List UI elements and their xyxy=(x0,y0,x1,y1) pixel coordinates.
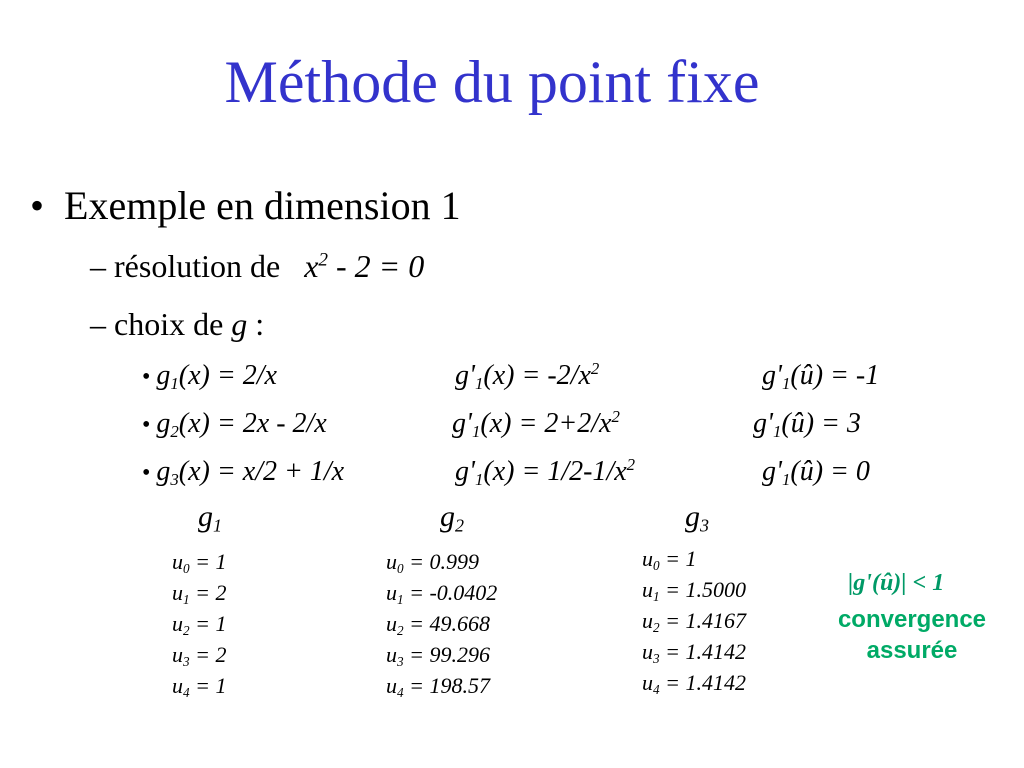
column-header-subscript: 3 xyxy=(700,515,709,536)
index: 4 xyxy=(183,684,190,700)
index: 4 xyxy=(397,684,404,700)
function-row-3: • $g_3(x) = x/2 + 1/x$ xyxy=(142,456,345,490)
index: 3 xyxy=(183,653,190,669)
column-header-g3: $g_3$ xyxy=(685,500,709,536)
slide-title: Méthode du point fixe xyxy=(224,49,760,115)
sequence-column-g2 xyxy=(386,546,497,701)
equation-base: x xyxy=(304,248,319,284)
sequence-row: $u_2 = 1$ xyxy=(172,611,227,638)
choice-label: – choix de xyxy=(90,306,232,342)
sub-bullet-resolution xyxy=(90,248,424,285)
sequence-row: $u_1 = -0.0402$ xyxy=(386,580,498,607)
index: 1 xyxy=(183,591,190,607)
convergence-text: convergence assurée xyxy=(837,606,987,664)
g-definition: (x) = 2x - 2/x xyxy=(178,408,327,439)
value: = 1.4142 xyxy=(659,639,746,664)
index: 0 xyxy=(183,560,190,576)
derivative-subscript: 1 xyxy=(475,470,484,490)
g-definition: (x) = x/2 + 1/x xyxy=(178,456,345,487)
value: = 2 xyxy=(189,580,227,605)
resolution-label: – résolution de xyxy=(90,248,281,284)
value-subscript: 1 xyxy=(782,470,791,490)
g-definition: (x) = 2/x xyxy=(178,360,277,391)
sequence-row: $u_2 = 1.4167$ xyxy=(642,608,746,635)
value: = 1 xyxy=(189,673,227,698)
value: = 198.57 xyxy=(403,673,490,698)
derivative-exponent: 2 xyxy=(626,454,636,474)
column-header-subscript: 2 xyxy=(455,515,464,536)
bullet-dot: • xyxy=(142,412,157,438)
derivative-1: $g'_1(x) = -2/x^2$ xyxy=(455,358,600,394)
sequence-row: $u_3 = 99.296$ xyxy=(386,642,490,669)
derivative-definition: (x) = -2/x xyxy=(483,360,591,391)
function-row-2: • $g_2(x) = 2x - 2/x$ xyxy=(142,408,327,442)
choice-var: g xyxy=(231,306,248,342)
derivative-2: $g'_1(x) = 2+2/x^2$ xyxy=(452,406,620,442)
index: 3 xyxy=(653,650,660,666)
bullet-dot: • xyxy=(142,364,157,390)
index: 4 xyxy=(653,681,660,697)
derivative-definition: (x) = 1/2-1/x xyxy=(483,456,627,487)
bullet-main-text: Exemple en dimension 1 xyxy=(64,183,461,228)
g-subscript: 2 xyxy=(170,422,179,442)
value-definition: (û) = 0 xyxy=(790,456,870,487)
derivative-exponent: 2 xyxy=(590,358,600,378)
value: = 1.5000 xyxy=(659,577,746,602)
derivative-3: $g'_1(x) = 1/2-1/x^2$ xyxy=(455,454,636,490)
value-subscript: 1 xyxy=(773,422,782,442)
index: 0 xyxy=(653,557,660,573)
derivative-value-3: $g'_1(û) = 0$ xyxy=(762,456,870,490)
index: 2 xyxy=(183,622,190,638)
value: = 1 xyxy=(189,611,227,636)
index: 2 xyxy=(653,619,660,635)
derivative-exponent: 2 xyxy=(611,406,620,426)
value: = 99.296 xyxy=(403,642,490,667)
index: 1 xyxy=(653,588,660,604)
column-header-subscript: 1 xyxy=(213,515,222,536)
index: 3 xyxy=(397,653,404,669)
choice-suffix: : xyxy=(247,306,265,342)
g-subscript: 3 xyxy=(170,470,179,490)
index: 0 xyxy=(397,560,404,576)
derivative-value-2: $g'_1(û) = 3$ xyxy=(753,408,861,442)
sequence-row: $u_3 = 1.4142$ xyxy=(642,639,746,666)
g-subscript: 1 xyxy=(170,374,179,394)
derivative-value-1: $g'_1(û) = -1$ xyxy=(762,360,880,394)
value-subscript: 1 xyxy=(782,374,791,394)
sequence-row: $u_0 = 0.999$ xyxy=(386,549,479,576)
value-definition: (û) = 3 xyxy=(781,408,861,439)
index: 2 xyxy=(397,622,404,638)
sequence-row: $u_4 = 1$ xyxy=(172,673,227,700)
convergence-condition: |g'(û)| < 1 xyxy=(848,570,945,596)
equation-exponent: 2 xyxy=(318,249,328,271)
sequence-row: $u_3 = 2$ xyxy=(172,642,227,669)
function-row-1: • $g_1(x) = 2/x$ xyxy=(142,360,277,394)
value: = 1 xyxy=(189,549,227,574)
sequence-row: $u_0 = 1$ xyxy=(172,549,227,576)
sequence-row: $u_4 = 1.4142$ xyxy=(642,670,746,697)
sequence-row: $u_1 = 1.5000$ xyxy=(642,577,746,604)
equation-rest: - 2 = 0 xyxy=(327,248,425,284)
column-header-g2: $g_2$ xyxy=(440,500,464,536)
value: = 0.999 xyxy=(403,549,479,574)
sequence-column-g1 xyxy=(172,546,226,701)
index: 1 xyxy=(397,591,404,607)
sequence-row: $u_1 = 2$ xyxy=(172,580,227,607)
derivative-subscript: 1 xyxy=(475,374,484,394)
value: = 49.668 xyxy=(403,611,490,636)
sequence-row: $u_0 = 1$ xyxy=(642,546,697,573)
value: = 1.4142 xyxy=(659,670,746,695)
value-definition: (û) = -1 xyxy=(790,360,880,391)
sequence-row: $u_4 = 198.57$ xyxy=(386,673,490,700)
sequence-column-g3 xyxy=(642,543,746,698)
value: = 1.4167 xyxy=(659,608,746,633)
value: = 1 xyxy=(659,546,697,571)
value: = -0.0402 xyxy=(403,580,498,605)
derivative-subscript: 1 xyxy=(472,422,481,442)
bullet-dot: • xyxy=(30,183,65,228)
sequence-row: $u_2 = 49.668$ xyxy=(386,611,490,638)
value: = 2 xyxy=(189,642,227,667)
bullet-dot: • xyxy=(142,460,157,486)
derivative-definition: (x) = 2+2/x xyxy=(480,408,612,439)
bullet-main xyxy=(30,182,461,229)
sub-bullet-choice xyxy=(90,306,264,343)
column-header-g1: $g_1$ xyxy=(198,500,222,536)
